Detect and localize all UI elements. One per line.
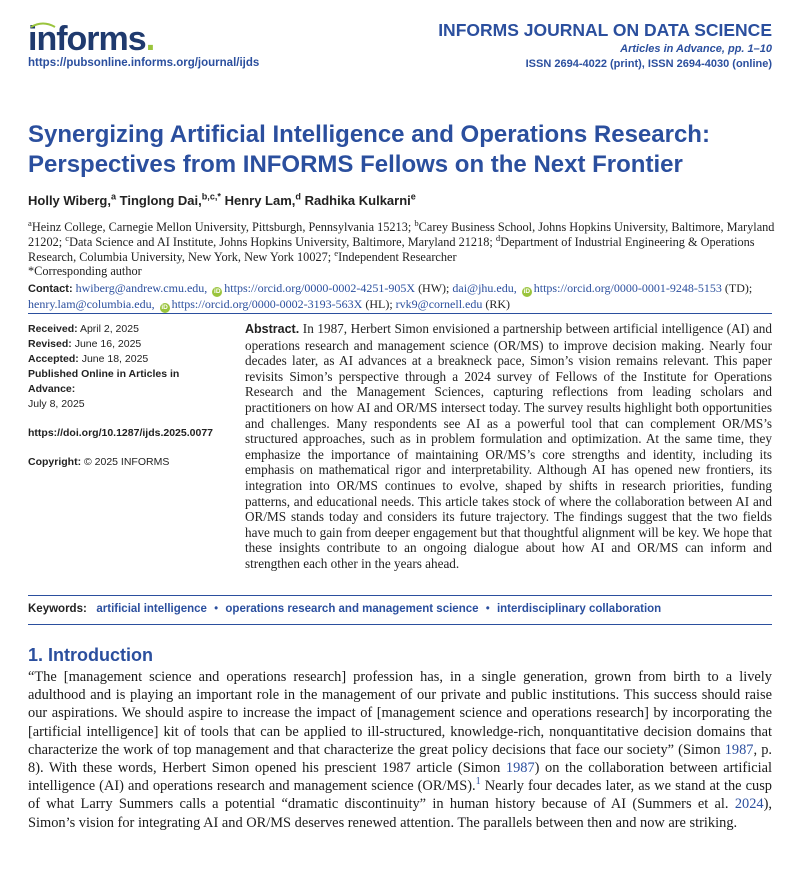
email-link[interactable]: dai@jhu.edu,: [452, 281, 517, 295]
divider: [28, 595, 772, 596]
doi-link[interactable]: https://doi.org/10.1287/ijds.2025.0077: [28, 427, 213, 439]
keywords: Keywords: artificial intelligence • operations research and management science • interdisciplinary collaboration: [28, 603, 662, 615]
journal-issn: ISSN 2694-4022 (print), ISSN 2694-4030 (online): [525, 58, 772, 70]
orcid-icon: iD: [214, 288, 221, 295]
keyword-link[interactable]: operations research and management science: [225, 603, 479, 615]
orcid-icon: iD: [161, 304, 168, 311]
journal-name: INFORMS JOURNAL ON DATA SCIENCE: [438, 20, 772, 40]
author-name: Tinglong Dai,: [119, 193, 202, 208]
corresponding-author-note: *Corresponding author: [28, 264, 142, 278]
body-paragraph: “The [management science and operations research] profession has, in a single generation, grown from birth to a lively adulthood and is playing an important role in the management of our private and public institutions. This success should raise our aspirations. We should aspire to increase the impact of [management science and operations research] by incorporating the [artificial intelligence] kit of tools that can be applied to ill-structured, knowledge-rich, nonquantitative decision domains that characterize the work of top management and that characterize the great policy decisions that face our society” (Simon 1987, p. 8). With these words, Herbert Simon opened his prescient 1987 article (Simon 1987) on the collaboration between artificial intelligence (AI) and operations research and management science (OR/MS).$^1$ Nearly four decades later, as we stand at the cusp of what Larry Summers calls a potential “dramatic discontinuity” in human history because of AI (Summers et al. 2024), Simon’s vision for integrating AI and OR/MS deserves renewed attention. The parallels between then and now are striking.: [28, 669, 772, 831]
paper-title: Synergizing Artificial Intelligence and Operations Research: Perspectives from INFORMS Fellows on the Next Frontier: [28, 121, 710, 178]
orcid-icon: iD: [523, 288, 531, 295]
journal-url-link[interactable]: https://pubsonline.informs.org/journal/ijds: [28, 57, 260, 69]
author-name: Radhika Kulkarni: [304, 193, 411, 208]
author-name: Henry Lam,: [224, 193, 296, 208]
divider: [28, 313, 772, 314]
email-link[interactable]: henry.lam@columbia.edu,: [28, 297, 155, 311]
divider: [28, 624, 772, 625]
citation-link[interactable]: 1987: [505, 760, 535, 777]
citation-link[interactable]: 2024: [734, 796, 764, 813]
keyword-link[interactable]: artificial intelligence: [96, 603, 207, 615]
citation-link[interactable]: 1987: [724, 741, 754, 758]
affiliations: $^a$Heinz College, Carnegie Mellon University, Pittsburgh, Pennsylvania 15213; $^b$Carey Business School, Johns Hopkins University, Baltimore, Maryland 21202; $^c$Data Science and AI Institute, Johns Hopkins University, Baltimore, Maryland 21218; $^d$Department of Industrial Engineering & Operations Research, Columbia University, New York, New York 10027; $^e$Independent Researcher: [28, 217, 775, 265]
orcid-link[interactable]: https://orcid.org/0000-0002-4251-905X: [224, 281, 416, 295]
keyword-link[interactable]: interdisciplinary collaboration: [496, 603, 662, 615]
footnote-link[interactable]: 1: [475, 776, 481, 788]
article-history: Received: April 2, 2025 Revised: June 16, 2025 Accepted: June 18, 2025 Published Online in Articles in Advance: July 8, 2025 https://doi.org/10.1287/ijds.2025.0077 Copyright: © 2025 INFORMS: [28, 323, 213, 468]
logo-arc-icon: [30, 22, 56, 28]
author-name: Holly Wiberg,: [28, 193, 111, 208]
informs-logo[interactable]: informs.: [28, 20, 155, 58]
orcid-link[interactable]: https://orcid.org/0000-0001-9248-5153: [533, 281, 722, 295]
author-list: Holly Wiberg,$^a$ Tinglong Dai,$^{b,c,*}$ Henry Lam,$^d$ Radhika Kulkarni$^e$: [28, 191, 416, 208]
orcid-link[interactable]: https://orcid.org/0000-0002-3193-563X: [171, 297, 363, 311]
journal-pages: Articles in Advance, pp. 1–10: [620, 43, 772, 55]
abstract: Abstract. In 1987, Herbert Simon envisioned a partnership between artificial intelligence (AI) and operations research and management science (OR/MS) to improve decision making. Nearly four decades later, as AI advances at a breakneck pace, Simon’s vision remains relevant. This paper revisits Simon’s perspective through a 2024 survey of Fellows of the Institute for Operations Research and the Management Sciences, capturing reflections from leading scholars and practitioners on how AI and OR/MS intersect today. The survey results highlight both opportunities and challenges. Many respondents see AI as a powerful tool that can complement OR/MS’s structured approaches, such as in problem formulation and optimization. At the same time, they emphasize the importance of maintaining OR/MS’s core strengths and identity, including its emphasis on mathematical rigor and interpretability. Although AI has opened new frontiers, its integration into OR/MS continues to evolve, shaped by shifts in research priorities, funding patterns, and educational needs. This article takes stock of where the collaboration between AI and OR/MS stands today and considers its future trajectory. The findings suggest that the two fields have much to gain from deeper engagement but that thoughtful alignment will be key. We hope that these insights contribute to an ongoing dialogue about how AI and OR/MS can inform and strengthen each other in the years ahead.: [245, 321, 772, 571]
contact-line: Contact: hwiberg@andrew.cmu.edu, iD https://orcid.org/0000-0002-4251-905X (HW); dai@jhu.edu, iD https://orcid.org/0000-0001-9248-5153 (TD); henry.lam@columbia.edu, iD https://orcid.org/0000-0002-3193-563X (HL); rvk9@cornell.edu (RK): [28, 281, 753, 311]
section-heading: 1. Introduction: [28, 645, 153, 665]
email-link[interactable]: rvk9@cornell.edu: [395, 297, 483, 311]
email-link[interactable]: hwiberg@andrew.cmu.edu,: [75, 281, 208, 295]
